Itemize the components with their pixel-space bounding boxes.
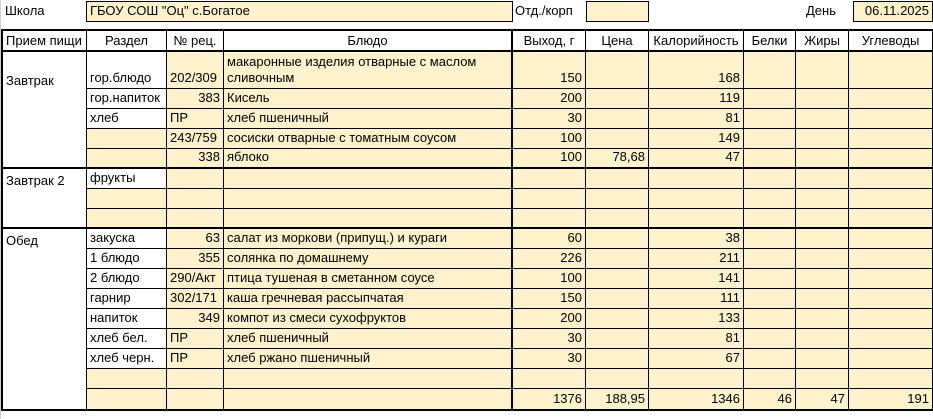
menu-table (1, 29, 933, 411)
cell-section[interactable] (87, 209, 167, 229)
cell-price[interactable] (586, 109, 649, 129)
cell-calories[interactable] (649, 189, 744, 209)
cell-section[interactable]: хлеб бел. (87, 329, 167, 349)
cell-protein[interactable] (744, 309, 796, 329)
cell-recipe[interactable]: 355 (167, 249, 224, 269)
cell-dish[interactable]: птица тушеная в сметанном соусе (224, 269, 513, 289)
cell-dish[interactable]: салат из моркови (припущ.) и кураги (224, 229, 513, 249)
cell-section[interactable]: 1 блюдо (87, 249, 167, 269)
cell-calories[interactable]: 47 (649, 149, 744, 169)
cell-fat[interactable] (796, 52, 849, 89)
cell-weight[interactable] (513, 209, 586, 229)
cell-carbs[interactable] (849, 109, 932, 129)
cell-carbs-total[interactable]: 191 (849, 389, 932, 409)
col-header-recipe[interactable]: № рец. (167, 31, 224, 52)
cell-carbs[interactable] (849, 52, 932, 89)
cell-recipe[interactable]: 290/Акт (167, 269, 224, 289)
cell-dish[interactable] (224, 169, 513, 189)
department-label: Отд./корп (515, 3, 573, 18)
cell-fat[interactable] (796, 169, 849, 189)
cell-fat[interactable] (796, 129, 849, 149)
cell-price[interactable] (586, 129, 649, 149)
cell-carbs[interactable] (849, 329, 932, 349)
cell-section[interactable] (87, 369, 167, 389)
cell-dish[interactable] (224, 189, 513, 209)
cell-dish[interactable]: хлеб ржано пшеничный (224, 349, 513, 369)
cell-protein[interactable] (744, 249, 796, 269)
day-label: День (806, 3, 836, 18)
cell-weight[interactable]: 226 (513, 249, 586, 269)
cell-dish[interactable]: каша гречневая рассыпчатая (224, 289, 513, 309)
col-header-weight[interactable]: Выход, г (513, 31, 586, 52)
cell-fat[interactable] (796, 229, 849, 249)
cell-section[interactable]: хлеб черн. (87, 349, 167, 369)
col-header-dish[interactable]: Блюдо (224, 31, 513, 52)
cell-dish[interactable]: хлеб пшеничный (224, 329, 513, 349)
cell-weight-total[interactable]: 1376 (513, 389, 586, 409)
cell-carbs[interactable] (849, 309, 932, 329)
department-input-cell[interactable] (586, 1, 649, 22)
cell-price[interactable] (586, 289, 649, 309)
cell-price[interactable] (586, 209, 649, 229)
cell-fat[interactable] (796, 109, 849, 129)
cell-protein[interactable] (744, 229, 796, 249)
meal-label: Завтрак (6, 73, 54, 88)
col-header-meal[interactable]: Прием пищи (3, 31, 87, 52)
cell-price[interactable] (586, 169, 649, 189)
cell-recipe[interactable]: ПР (167, 109, 224, 129)
cell-weight[interactable] (513, 189, 586, 209)
cell-protein[interactable] (744, 209, 796, 229)
cell-calories[interactable] (649, 169, 744, 189)
cell-calories[interactable]: 168 (649, 52, 744, 89)
meal-cell[interactable] (3, 229, 87, 409)
cell-weight[interactable]: 30 (513, 109, 586, 129)
cell-calories[interactable]: 38 (649, 229, 744, 249)
cell-price[interactable]: 78,68 (586, 149, 649, 169)
cell-protein[interactable] (744, 349, 796, 369)
cell-price-total[interactable]: 188,95 (586, 389, 649, 409)
cell-weight[interactable]: 150 (513, 52, 586, 89)
cell-protein[interactable] (744, 369, 796, 389)
cell-recipe[interactable] (167, 189, 224, 209)
cell-weight[interactable]: 60 (513, 229, 586, 249)
cell-recipe[interactable] (167, 169, 224, 189)
cell-carbs[interactable] (849, 289, 932, 309)
cell-price[interactable] (586, 229, 649, 249)
cell-section[interactable] (87, 149, 167, 169)
cell-price[interactable] (586, 329, 649, 349)
cell-protein[interactable] (744, 109, 796, 129)
cell-weight[interactable]: 30 (513, 329, 586, 349)
cell-section[interactable]: фрукты (87, 169, 167, 189)
cell-section[interactable] (87, 189, 167, 209)
cell-weight[interactable]: 200 (513, 309, 586, 329)
cell-carbs[interactable] (849, 349, 932, 369)
cell-recipe[interactable]: 202/309 (167, 52, 224, 89)
cell-dish[interactable]: сосиски отварные с томатным соусом (224, 129, 513, 149)
cell-recipe[interactable]: 338 (167, 149, 224, 169)
cell-fat[interactable] (796, 369, 849, 389)
cell-price[interactable] (586, 309, 649, 329)
cell-carbs[interactable] (849, 189, 932, 209)
cell-protein[interactable] (744, 289, 796, 309)
cell-protein-total[interactable]: 46 (744, 389, 796, 409)
school-name-cell[interactable]: ГБОУ СОШ "Оц" с.Богатое (86, 1, 513, 22)
cell-dish[interactable] (224, 369, 513, 389)
cell-price[interactable] (586, 52, 649, 89)
cell-recipe[interactable]: ПР (167, 349, 224, 369)
cell-dish[interactable]: солянка по домашнему (224, 249, 513, 269)
cell-dish[interactable] (224, 209, 513, 229)
cell-section-total[interactable] (87, 389, 167, 409)
cell-protein[interactable] (744, 89, 796, 109)
cell-section[interactable]: гарнир (87, 289, 167, 309)
cell-section[interactable]: гор.напиток (87, 89, 167, 109)
cell-protein[interactable] (744, 169, 796, 189)
cell-carbs[interactable] (849, 149, 932, 169)
cell-recipe-total[interactable] (167, 389, 224, 409)
school-label: Школа (5, 3, 45, 18)
cell-calories[interactable]: 119 (649, 89, 744, 109)
cell-carbs[interactable] (849, 369, 932, 389)
cell-weight[interactable] (513, 369, 586, 389)
cell-section[interactable]: 2 блюдо (87, 269, 167, 289)
cell-calories[interactable] (649, 209, 744, 229)
col-header-carbs[interactable]: Углеводы (849, 31, 932, 52)
cell-carbs[interactable] (849, 89, 932, 109)
cell-dish[interactable]: компот из смеси сухофруктов (224, 309, 513, 329)
cell-calories[interactable]: 133 (649, 309, 744, 329)
cell-protein[interactable] (744, 52, 796, 89)
cell-carbs[interactable] (849, 269, 932, 289)
cell-fat[interactable] (796, 189, 849, 209)
cell-dish[interactable]: хлеб пшеничный (224, 109, 513, 129)
cell-fat[interactable] (796, 269, 849, 289)
cell-recipe[interactable]: 243/759 (167, 129, 224, 149)
cell-price[interactable] (586, 369, 649, 389)
cell-weight[interactable]: 200 (513, 89, 586, 109)
cell-carbs[interactable] (849, 129, 932, 149)
cell-section[interactable]: закуска (87, 229, 167, 249)
cell-calories[interactable]: 111 (649, 289, 744, 309)
cell-section[interactable]: напиток (87, 309, 167, 329)
cell-recipe[interactable]: 349 (167, 309, 224, 329)
cell-dish[interactable]: Кисель (224, 89, 513, 109)
cell-protein[interactable] (744, 189, 796, 209)
cell-fat[interactable] (796, 89, 849, 109)
cell-dish[interactable]: яблоко (224, 149, 513, 169)
cell-weight[interactable]: 100 (513, 129, 586, 149)
cell-protein[interactable] (744, 149, 796, 169)
cell-recipe[interactable]: ПР (167, 329, 224, 349)
cell-weight[interactable]: 100 (513, 149, 586, 169)
cell-recipe[interactable]: 383 (167, 89, 224, 109)
cell-fat[interactable] (796, 249, 849, 269)
cell-fat[interactable] (796, 289, 849, 309)
cell-weight[interactable] (513, 169, 586, 189)
col-header-protein[interactable]: Белки (744, 31, 796, 52)
col-header-calories[interactable]: Калорийность (649, 31, 744, 52)
cell-price[interactable] (586, 249, 649, 269)
cell-fat[interactable] (796, 209, 849, 229)
cell-fat[interactable] (796, 329, 849, 349)
cell-carbs[interactable] (849, 209, 932, 229)
meal-label: Завтрак 2 (6, 173, 65, 188)
cell-fat[interactable] (796, 309, 849, 329)
cell-calories[interactable]: 67 (649, 349, 744, 369)
top-bar (1, 0, 933, 22)
cell-fat-total[interactable]: 47 (796, 389, 849, 409)
cell-protein[interactable] (744, 329, 796, 349)
date-cell[interactable]: 06.11.2025 (853, 1, 933, 22)
cell-calories[interactable]: 81 (649, 329, 744, 349)
cell-protein[interactable] (744, 269, 796, 289)
meal-label: Обед (6, 233, 38, 248)
cell-protein[interactable] (744, 129, 796, 149)
col-header-fat[interactable]: Жиры (796, 31, 849, 52)
cell-section[interactable]: гор.блюдо (87, 52, 167, 89)
cell-carbs[interactable] (849, 169, 932, 189)
cell-recipe[interactable]: 302/171 (167, 289, 224, 309)
cell-fat[interactable] (796, 349, 849, 369)
cell-recipe[interactable]: 63 (167, 229, 224, 249)
cell-carbs[interactable] (849, 229, 932, 249)
cell-section[interactable]: хлеб (87, 109, 167, 129)
cell-calories[interactable]: 211 (649, 249, 744, 269)
cell-calories[interactable]: 141 (649, 269, 744, 289)
cell-section[interactable] (87, 129, 167, 149)
cell-dish-total[interactable] (224, 389, 513, 409)
cell-calories[interactable]: 149 (649, 129, 744, 149)
cell-weight[interactable]: 30 (513, 349, 586, 369)
col-header-price[interactable]: Цена (586, 31, 649, 52)
meal-cell[interactable] (3, 169, 87, 229)
meal-cell[interactable] (3, 52, 87, 169)
cell-price[interactable] (586, 269, 649, 289)
cell-carbs[interactable] (849, 249, 932, 269)
cell-dish[interactable]: макаронные изделия отварные с маслом сливочным (224, 52, 513, 89)
cell-recipe[interactable] (167, 209, 224, 229)
cell-price[interactable] (586, 189, 649, 209)
cell-weight[interactable]: 100 (513, 269, 586, 289)
cell-weight[interactable]: 150 (513, 289, 586, 309)
cell-calories-total[interactable]: 1346 (649, 389, 744, 409)
cell-price[interactable] (586, 349, 649, 369)
cell-price[interactable] (586, 89, 649, 109)
cell-recipe[interactable] (167, 369, 224, 389)
col-header-section[interactable]: Раздел (87, 31, 167, 52)
cell-calories[interactable]: 81 (649, 109, 744, 129)
cell-calories[interactable] (649, 369, 744, 389)
cell-fat[interactable] (796, 149, 849, 169)
